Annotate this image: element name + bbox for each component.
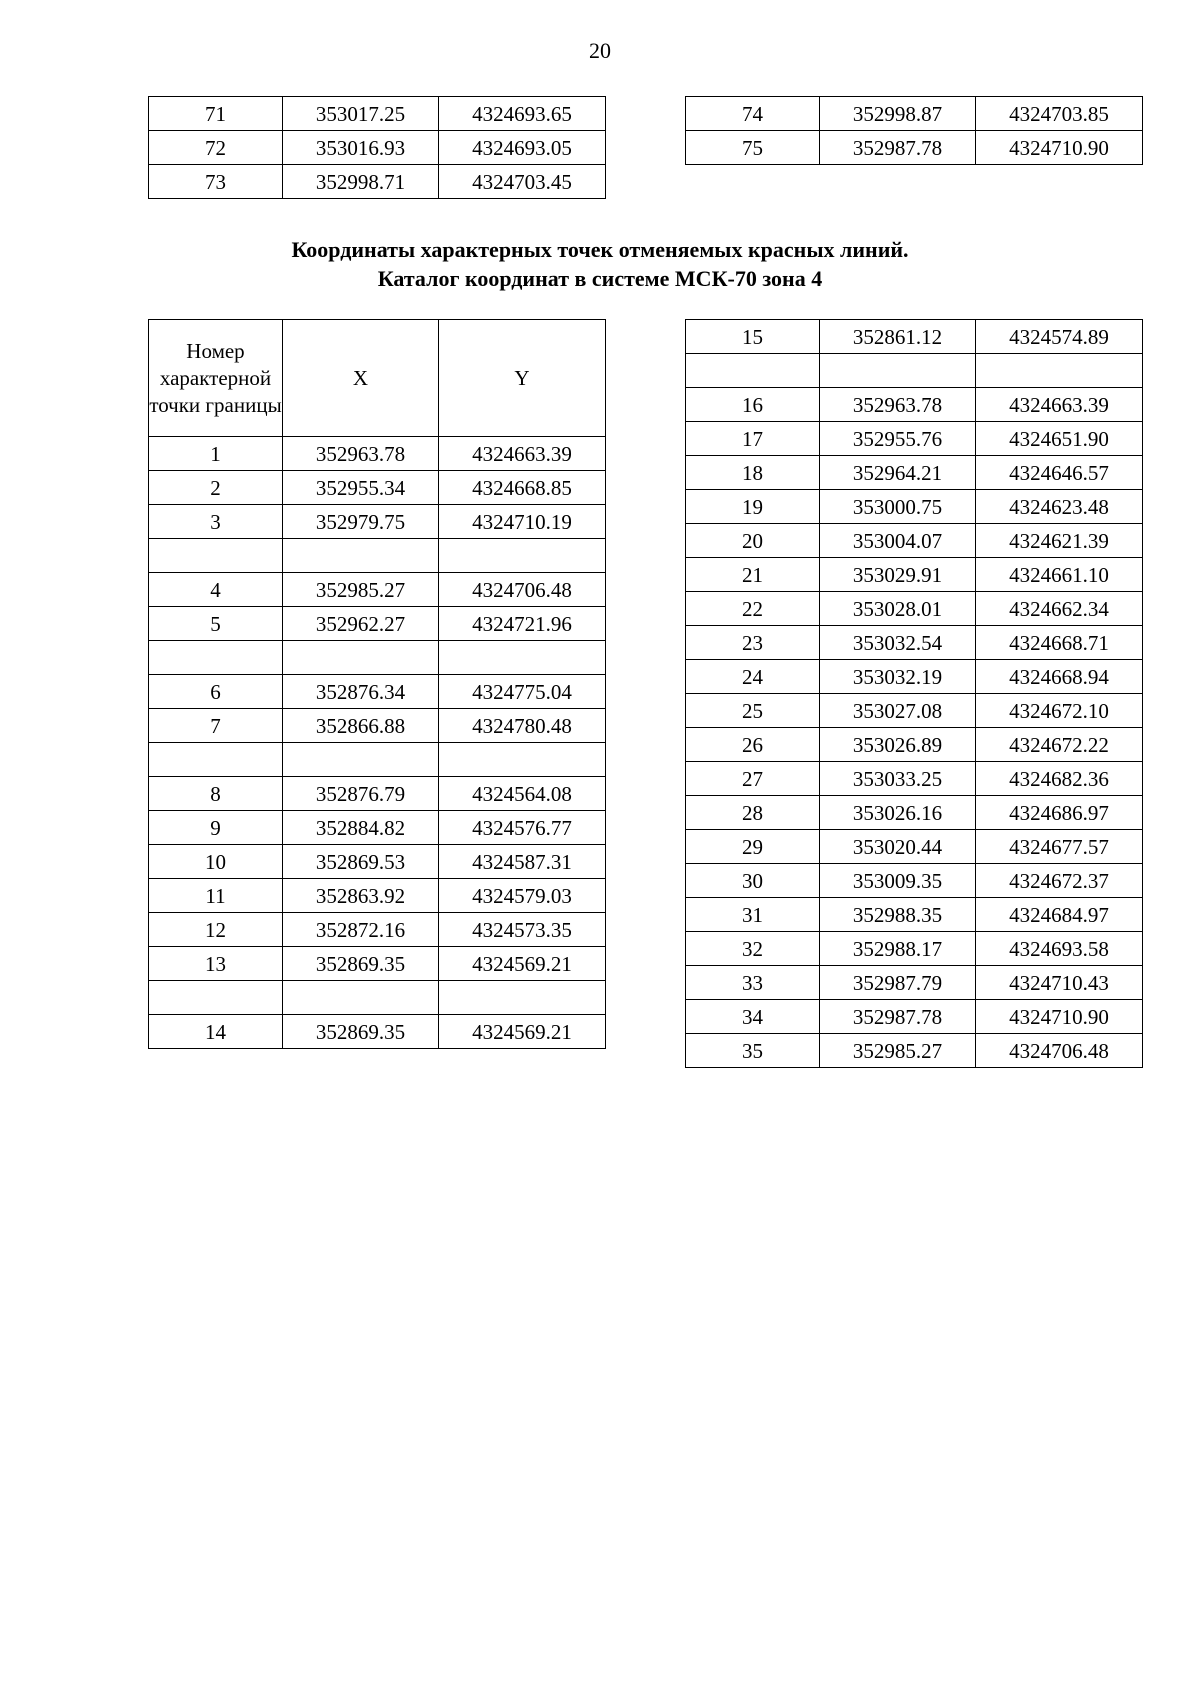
table-row <box>686 626 1143 660</box>
table-row <box>686 1000 1143 1034</box>
cell-point-number: 6 <box>149 675 283 709</box>
cell-y: 4324693.58 <box>976 932 1143 966</box>
heading-line-1: Координаты характерных точек отменяемых красных линий. <box>291 237 909 262</box>
table-row <box>686 131 1143 165</box>
table-row <box>149 879 606 913</box>
table-row <box>149 845 606 879</box>
cell-y: 4324668.94 <box>976 660 1143 694</box>
cell-x: 353032.54 <box>820 626 976 660</box>
heading-line-2: Каталог координат в системе МСК-70 зона 4 <box>377 266 823 291</box>
cell-x: 352866.88 <box>283 709 439 743</box>
cell-x: 352869.35 <box>283 947 439 981</box>
cell-y: 4324621.39 <box>976 524 1143 558</box>
cell-point-number: 12 <box>149 913 283 947</box>
table-row <box>686 524 1143 558</box>
cell-y: 4324710.90 <box>976 131 1143 165</box>
coordinates-table-continued-left <box>148 96 606 199</box>
table-row <box>149 471 606 505</box>
cell-y: 4324573.35 <box>439 913 606 947</box>
cell-y <box>439 539 606 573</box>
cell-point-number: 16 <box>686 388 820 422</box>
section-heading <box>0 235 1200 293</box>
cell-x: 352964.21 <box>820 456 976 490</box>
table-row <box>149 607 606 641</box>
cell-x: 353004.07 <box>820 524 976 558</box>
cell-x: 352876.79 <box>283 777 439 811</box>
cell-y <box>976 354 1143 388</box>
cell-point-number: 21 <box>686 558 820 592</box>
cell-x: 352998.87 <box>820 97 976 131</box>
cell-x <box>283 981 439 1015</box>
cell-y: 4324569.21 <box>439 1015 606 1049</box>
table-row <box>149 641 606 675</box>
cell-y: 4324672.22 <box>976 728 1143 762</box>
table-row <box>686 966 1143 1000</box>
cell-x: 352962.27 <box>283 607 439 641</box>
cell-point-number: 20 <box>686 524 820 558</box>
cell-point-number: 28 <box>686 796 820 830</box>
catalog-table-right <box>685 319 1143 1068</box>
table-row <box>686 592 1143 626</box>
header-x: X <box>283 320 439 437</box>
cell-x: 352863.92 <box>283 879 439 913</box>
cell-y: 4324651.90 <box>976 422 1143 456</box>
cell-y: 4324693.05 <box>439 131 606 165</box>
coordinates-table-continued-right <box>685 96 1143 165</box>
cell-y <box>439 641 606 675</box>
cell-x: 353027.08 <box>820 694 976 728</box>
cell-y: 4324710.90 <box>976 1000 1143 1034</box>
table-row <box>686 660 1143 694</box>
cell-point-number: 32 <box>686 932 820 966</box>
table-row <box>149 505 606 539</box>
table-row <box>149 97 606 131</box>
table-row <box>149 539 606 573</box>
cell-y: 4324672.37 <box>976 864 1143 898</box>
cell-y: 4324663.39 <box>976 388 1143 422</box>
cell-x: 353017.25 <box>283 97 439 131</box>
cell-x <box>283 743 439 777</box>
header-point-number: Номер характерной точки границы <box>149 320 283 437</box>
cell-point-number: 15 <box>686 320 820 354</box>
table-row <box>149 573 606 607</box>
cell-x: 352985.27 <box>283 573 439 607</box>
cell-y: 4324623.48 <box>976 490 1143 524</box>
cell-x: 352987.79 <box>820 966 976 1000</box>
cell-y: 4324668.71 <box>976 626 1143 660</box>
cell-point-number: 14 <box>149 1015 283 1049</box>
cell-point-number: 71 <box>149 97 283 131</box>
cell-point-number: 7 <box>149 709 283 743</box>
table-row <box>686 864 1143 898</box>
table-row <box>686 694 1143 728</box>
cell-y: 4324576.77 <box>439 811 606 845</box>
cell-point-number: 4 <box>149 573 283 607</box>
cell-y: 4324682.36 <box>976 762 1143 796</box>
cell-point-number: 23 <box>686 626 820 660</box>
cell-x: 352869.53 <box>283 845 439 879</box>
cell-y: 4324579.03 <box>439 879 606 913</box>
cell-x: 352884.82 <box>283 811 439 845</box>
cell-y: 4324684.97 <box>976 898 1143 932</box>
cell-point-number: 2 <box>149 471 283 505</box>
cell-y: 4324703.45 <box>439 165 606 199</box>
cell-point-number: 18 <box>686 456 820 490</box>
cell-y: 4324706.48 <box>976 1034 1143 1068</box>
table-row <box>686 97 1143 131</box>
cell-point-number: 24 <box>686 660 820 694</box>
cell-y <box>439 981 606 1015</box>
table-row <box>686 898 1143 932</box>
cell-x: 352876.34 <box>283 675 439 709</box>
cell-x: 352988.17 <box>820 932 976 966</box>
cell-x: 353032.19 <box>820 660 976 694</box>
cell-y: 4324668.85 <box>439 471 606 505</box>
cell-point-number: 35 <box>686 1034 820 1068</box>
cell-point-number: 33 <box>686 966 820 1000</box>
cell-point-number <box>149 539 283 573</box>
cell-point-number: 1 <box>149 437 283 471</box>
table-header-row <box>149 320 606 437</box>
table-row <box>686 796 1143 830</box>
cell-x: 353029.91 <box>820 558 976 592</box>
cell-y: 4324662.34 <box>976 592 1143 626</box>
table-row <box>686 354 1143 388</box>
table-row <box>149 811 606 845</box>
table-row <box>686 932 1143 966</box>
cell-x <box>283 641 439 675</box>
table-row <box>149 675 606 709</box>
table-row <box>686 1034 1143 1068</box>
cell-y: 4324677.57 <box>976 830 1143 864</box>
table-row <box>686 762 1143 796</box>
cell-point-number: 26 <box>686 728 820 762</box>
cell-y: 4324574.89 <box>976 320 1143 354</box>
cell-x: 352987.78 <box>820 131 976 165</box>
table-row <box>686 320 1143 354</box>
cell-y: 4324587.31 <box>439 845 606 879</box>
cell-point-number: 17 <box>686 422 820 456</box>
cell-y: 4324663.39 <box>439 437 606 471</box>
table-row <box>149 743 606 777</box>
table-row <box>149 913 606 947</box>
cell-point-number <box>149 743 283 777</box>
cell-y: 4324564.08 <box>439 777 606 811</box>
cell-x: 353016.93 <box>283 131 439 165</box>
cell-point-number <box>149 981 283 1015</box>
cell-x: 352987.78 <box>820 1000 976 1034</box>
cell-x <box>820 354 976 388</box>
cell-point-number: 9 <box>149 811 283 845</box>
cell-point-number: 30 <box>686 864 820 898</box>
cell-x: 352979.75 <box>283 505 439 539</box>
cell-point-number: 75 <box>686 131 820 165</box>
cell-x: 353026.89 <box>820 728 976 762</box>
cell-y <box>439 743 606 777</box>
cell-y: 4324703.85 <box>976 97 1143 131</box>
cell-x: 353020.44 <box>820 830 976 864</box>
cell-y: 4324721.96 <box>439 607 606 641</box>
cell-point-number: 13 <box>149 947 283 981</box>
cell-y: 4324710.43 <box>976 966 1143 1000</box>
cell-x: 352988.35 <box>820 898 976 932</box>
table-row <box>686 422 1143 456</box>
cell-point-number: 73 <box>149 165 283 199</box>
cell-y: 4324672.10 <box>976 694 1143 728</box>
table-row <box>686 830 1143 864</box>
table-row <box>149 777 606 811</box>
table-row <box>149 947 606 981</box>
cell-point-number: 8 <box>149 777 283 811</box>
cell-y: 4324569.21 <box>439 947 606 981</box>
header-y: Y <box>439 320 606 437</box>
cell-y: 4324693.65 <box>439 97 606 131</box>
cell-x: 353033.25 <box>820 762 976 796</box>
cell-x: 353000.75 <box>820 490 976 524</box>
cell-x: 352872.16 <box>283 913 439 947</box>
cell-point-number <box>686 354 820 388</box>
cell-x: 353028.01 <box>820 592 976 626</box>
catalog-table-left <box>148 319 606 1049</box>
table-row <box>149 1015 606 1049</box>
cell-x: 352985.27 <box>820 1034 976 1068</box>
page-number: 20 <box>589 38 611 63</box>
cell-point-number: 3 <box>149 505 283 539</box>
cell-point-number: 27 <box>686 762 820 796</box>
cell-y: 4324780.48 <box>439 709 606 743</box>
table-row <box>686 490 1143 524</box>
cell-y: 4324706.48 <box>439 573 606 607</box>
table-row <box>149 981 606 1015</box>
table-row <box>149 131 606 165</box>
cell-x: 352955.34 <box>283 471 439 505</box>
cell-x: 353026.16 <box>820 796 976 830</box>
table-row <box>686 558 1143 592</box>
cell-point-number: 34 <box>686 1000 820 1034</box>
table-row <box>686 456 1143 490</box>
cell-point-number: 74 <box>686 97 820 131</box>
cell-point-number: 5 <box>149 607 283 641</box>
table-row <box>686 728 1143 762</box>
table-row <box>686 388 1143 422</box>
cell-y: 4324775.04 <box>439 675 606 709</box>
cell-point-number <box>149 641 283 675</box>
cell-y: 4324710.19 <box>439 505 606 539</box>
cell-point-number: 22 <box>686 592 820 626</box>
cell-point-number: 72 <box>149 131 283 165</box>
cell-x: 352861.12 <box>820 320 976 354</box>
cell-x: 352963.78 <box>820 388 976 422</box>
cell-point-number: 29 <box>686 830 820 864</box>
cell-x <box>283 539 439 573</box>
table-row <box>149 709 606 743</box>
cell-y: 4324686.97 <box>976 796 1143 830</box>
cell-point-number: 10 <box>149 845 283 879</box>
cell-x: 352955.76 <box>820 422 976 456</box>
cell-point-number: 11 <box>149 879 283 913</box>
table-row <box>149 437 606 471</box>
cell-point-number: 19 <box>686 490 820 524</box>
cell-x: 352869.35 <box>283 1015 439 1049</box>
cell-y: 4324661.10 <box>976 558 1143 592</box>
cell-x: 352998.71 <box>283 165 439 199</box>
cell-x: 353009.35 <box>820 864 976 898</box>
table-row <box>149 165 606 199</box>
cell-point-number: 25 <box>686 694 820 728</box>
cell-y: 4324646.57 <box>976 456 1143 490</box>
cell-point-number: 31 <box>686 898 820 932</box>
cell-x: 352963.78 <box>283 437 439 471</box>
